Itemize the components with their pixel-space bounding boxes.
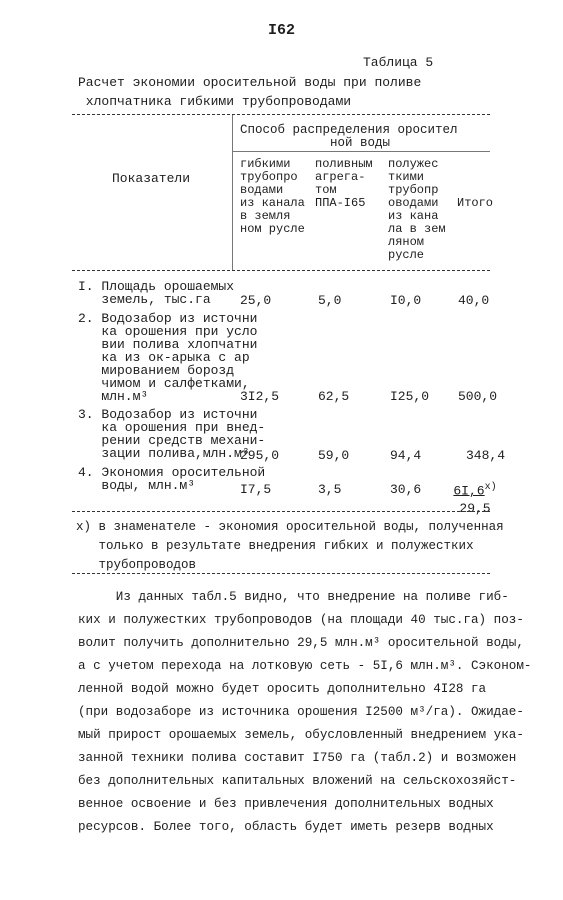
- row4-value-flexible: I7,5: [240, 482, 272, 497]
- row4-total-numerator: 6I,6: [453, 483, 485, 499]
- header-col-flexible: гибкими трубопро водами из канала в земля ном русле: [240, 157, 305, 236]
- row3-value-flexible: 295,0: [240, 448, 280, 463]
- row-label-area: I. Площадь орошаемых земель, тыс.га: [78, 279, 235, 307]
- header-indicators: Показатели: [112, 171, 191, 186]
- row-label-intake-traditional: 2. Водозабор из источни ка орошения при усло вии полива хлопчатни ка из ок-арыка с ар мированием борозд чимом и салфетками, млн.м³: [78, 311, 258, 404]
- table-title: Расчет экономии оросительной воды при поливе хлопчатника гибкими трубопроводами: [78, 75, 422, 109]
- row1-value-ppa: 5,0: [318, 293, 342, 308]
- row3-value-ppa: 59,0: [318, 448, 350, 463]
- row4-value-ppa: 3,5: [318, 482, 342, 497]
- row3-value-total: 348,4: [466, 448, 506, 463]
- page-number: I62: [267, 22, 295, 39]
- row1-value-semirigid: I0,0: [390, 293, 422, 308]
- row4-value-semirigid: 30,6: [390, 482, 422, 497]
- table-footnote: x) в знаменателе - экономия оросительной воды, полученная только в результате внедрения гибких и полужестких трубопроводов: [76, 520, 504, 572]
- header-col-semirigid: полужес ткими трубопр оводами из кана ла в зем ляном русле: [388, 157, 446, 262]
- row2-value-total: 500,0: [458, 389, 498, 404]
- body-paragraph: Из данных табл.5 видно, что внедрение на поливе гиб- ких и полужестких трубопроводов (на площади 40 тыс.га) поз- волит получить дополнительно 29,5 млн.м³ оросительной воды, а с учетом перехода на лотковую сеть - 5I,6 млн.м³. Сэконом- ленной водой можно будет оросить дополнительно 4I28 га (при водозаборе из источника орошения I2500 м³/га). Ожидае- мый прирост орошаемых земель, обусловленный внедрением ука- занной техники полива составит I750 га (табл.2) и возможен без дополнительных капитальных вложений на сельскохозяйст- венное освоение и без привлечения дополнительных водных ресурсов. Более того, область будет иметь резерв водных: [78, 590, 532, 834]
- footnote-mark: x): [484, 482, 497, 493]
- row1-value-total: 40,0: [458, 293, 490, 308]
- row-label-water-savings: 4. Экономия оросительной воды, млн.м³: [78, 465, 266, 493]
- header-column-divider: [232, 115, 233, 271]
- row2-value-flexible: 3I2,5: [240, 389, 280, 404]
- row4-total-denominator: 29,5: [459, 501, 491, 517]
- header-group-label: Способ распределения оросител ной воды: [240, 123, 458, 150]
- row3-value-semirigid: 94,4: [390, 448, 422, 463]
- table-bottom-rule: [72, 511, 490, 512]
- table-top-rule: [72, 114, 490, 115]
- header-group-rule: [233, 151, 490, 152]
- header-col-ppa: поливным агрега- том ППА-I65: [315, 157, 373, 210]
- row2-value-ppa: 62,5: [318, 389, 350, 404]
- row-label-intake-mechanized: 3. Водозабор из источни ка орошения при внед- рении средств механи- зации полива,млн.м³: [78, 407, 266, 461]
- table-label: Таблица 5: [363, 55, 434, 70]
- footnote-separator-rule: [72, 573, 490, 574]
- row2-value-semirigid: I25,0: [390, 389, 430, 404]
- header-bottom-rule: [72, 270, 490, 271]
- header-col-total: Итого: [457, 196, 494, 210]
- row1-value-flexible: 25,0: [240, 293, 272, 308]
